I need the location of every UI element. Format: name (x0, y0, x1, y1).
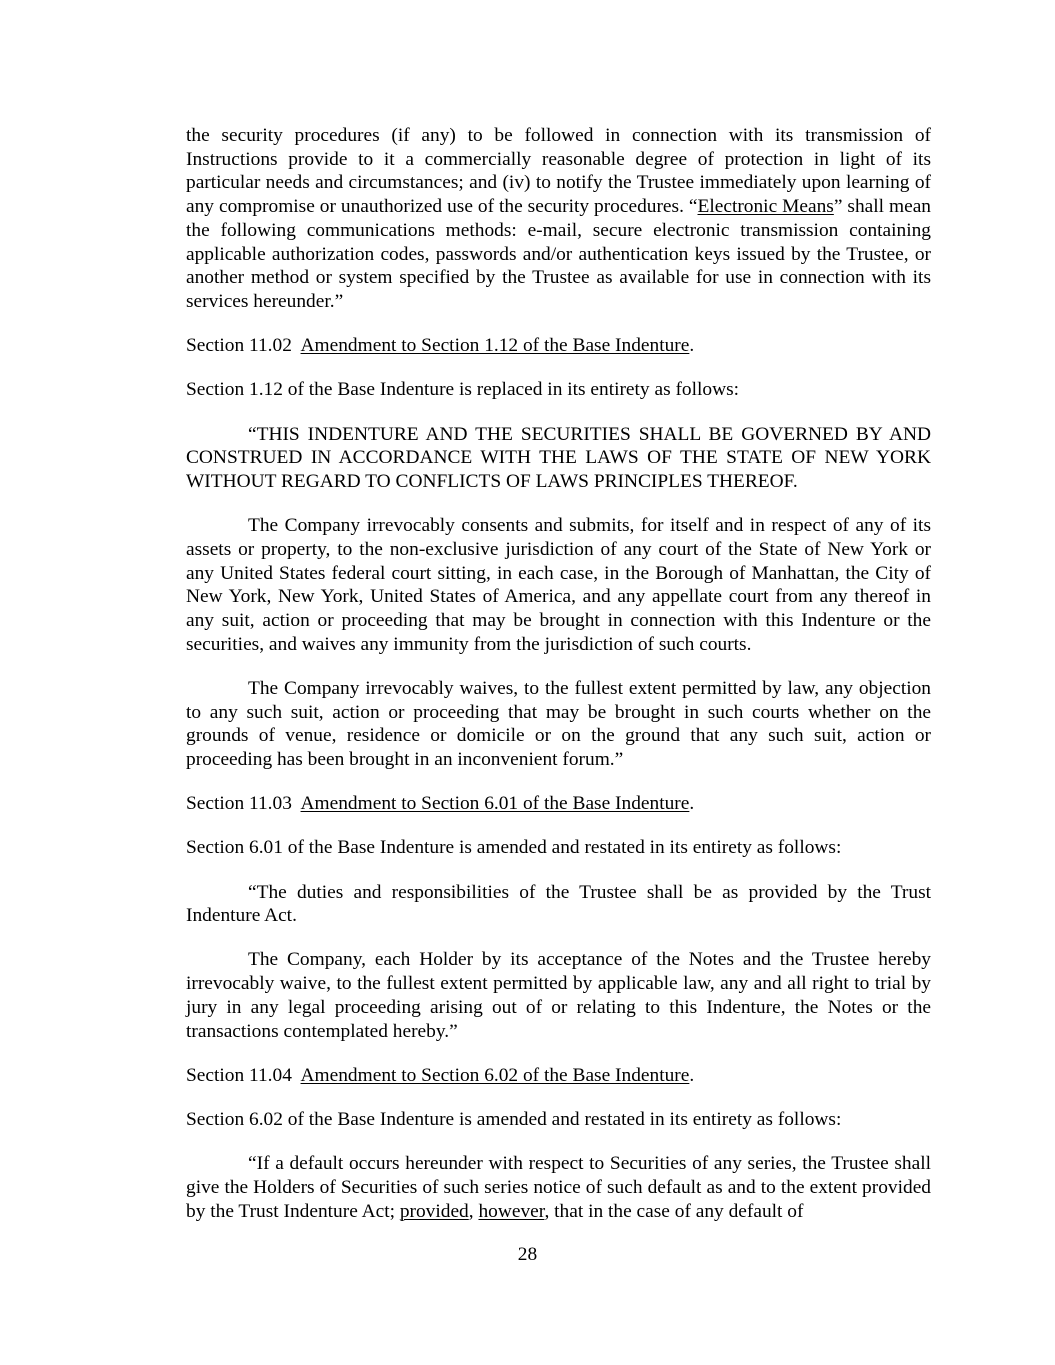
paragraph-default-notice (186, 1152, 931, 1223)
section-number: Section 11.02 (186, 335, 301, 357)
paragraph-section-6-02-intro: Section 6.02 of the Base Indenture is amended and restated in its entirety as follows: (186, 1109, 842, 1130)
emphasis-provided: provided (399, 1200, 469, 1222)
paragraph-governing-law: “THIS INDENTURE AND THE SECURITIES SHALL BE GOVERNED BY AND CONSTRUED IN ACCORDANCE WITH THE LAWS OF THE STATE OF NEW YORK WITHOUT REGARD TO CONFLICTS OF LAWS PRINCIPLES THEREOF. (186, 423, 931, 492)
text-run: ” shall mean the following communications methods: e-mail, secure electronic transmission containing applicable authorization codes, passwords and/or authentication keys issued by the Trustee, or another method or system specified by the Trustee as available for use in connection with its services hereunder.” (186, 196, 931, 312)
emphasis-however: however (478, 1200, 545, 1222)
text-run: “If a default occurs hereunder with respect to Securities of any series, the Trustee shall give the Holders of Securities of such series notice of such default as and to the extent provided by the Trust Indenture Act; (186, 1153, 931, 1222)
section-title: Amendment to Section 6.02 of the Base Indenture (300, 1064, 690, 1086)
text-run: , (468, 1200, 479, 1222)
text-run: . (689, 335, 695, 357)
document-body (186, 124, 931, 1244)
text-run: . (689, 1064, 695, 1086)
page-number: 28 (517, 1244, 538, 1265)
paragraph-trustee-duties: “The duties and responsibilities of the Trustee shall be as provided by the Trust Indenture Act. (186, 881, 931, 927)
defined-term-electronic-means: Electronic Means (697, 196, 834, 218)
section-title: Amendment to Section 6.01 of the Base Indenture (300, 793, 690, 815)
paragraph-security-procedures (186, 124, 931, 314)
section-number: Section 11.04 (186, 1064, 301, 1086)
section-title: Amendment to Section 1.12 of the Base Indenture (300, 335, 690, 357)
text-run: the security procedures (if any) to be followed in connection with its transmission of Instructions provide to it a commercially reasonable degree of protection in light of its particular needs and circumstances; and (iv) to notify the Trustee immediately upon learning of any compromise or unauthorized use of the security procedures. “ (186, 125, 931, 218)
text-run: . (689, 793, 695, 815)
paragraph-section-6-01-intro: Section 6.01 of the Base Indenture is amended and restated in its entirety as follows: (186, 837, 842, 859)
section-heading-11-04 (186, 1064, 931, 1088)
text-run: , that in the case of any default of (544, 1200, 804, 1222)
paragraph-jury-waiver: The Company, each Holder by its acceptance of the Notes and the Trustee hereby irrevocably waive, to the fullest extent permitted by applicable law, any and all right to trial by jury in any legal proceeding arising out of or relating to this Indenture, the Notes or the transactions contemplated hereby.” (186, 949, 931, 1042)
paragraph-section-1-12-intro: Section 1.12 of the Base Indenture is replaced in its entirety as follows: (186, 379, 740, 401)
paragraph-jurisdiction-consent: The Company irrevocably consents and submits, for itself and in respect of any of its assets or property, to the non-exclusive jurisdiction of any court of the State of New York or any United States federal court sitting, in each case, in the Borough of Manhattan, the City of New York, New York, United States of America, and any appellate court from any thereof in any suit, action or proceeding that may be brought in connection with this Indenture or the securities, and waives any immunity from the jurisdiction of such courts. (186, 515, 931, 655)
section-number: Section 11.03 (186, 793, 301, 815)
section-heading-11-03 (186, 792, 931, 816)
section-heading-11-02 (186, 334, 931, 358)
paragraph-venue-waiver: The Company irrevocably waives, to the fullest extent permitted by law, any objection to any such suit, action or proceeding that may be brought in such courts whether on the grounds of venue, residence or domicile or on the ground that any such suit, action or proceeding has been brought in an inconvenient forum.” (186, 677, 931, 770)
